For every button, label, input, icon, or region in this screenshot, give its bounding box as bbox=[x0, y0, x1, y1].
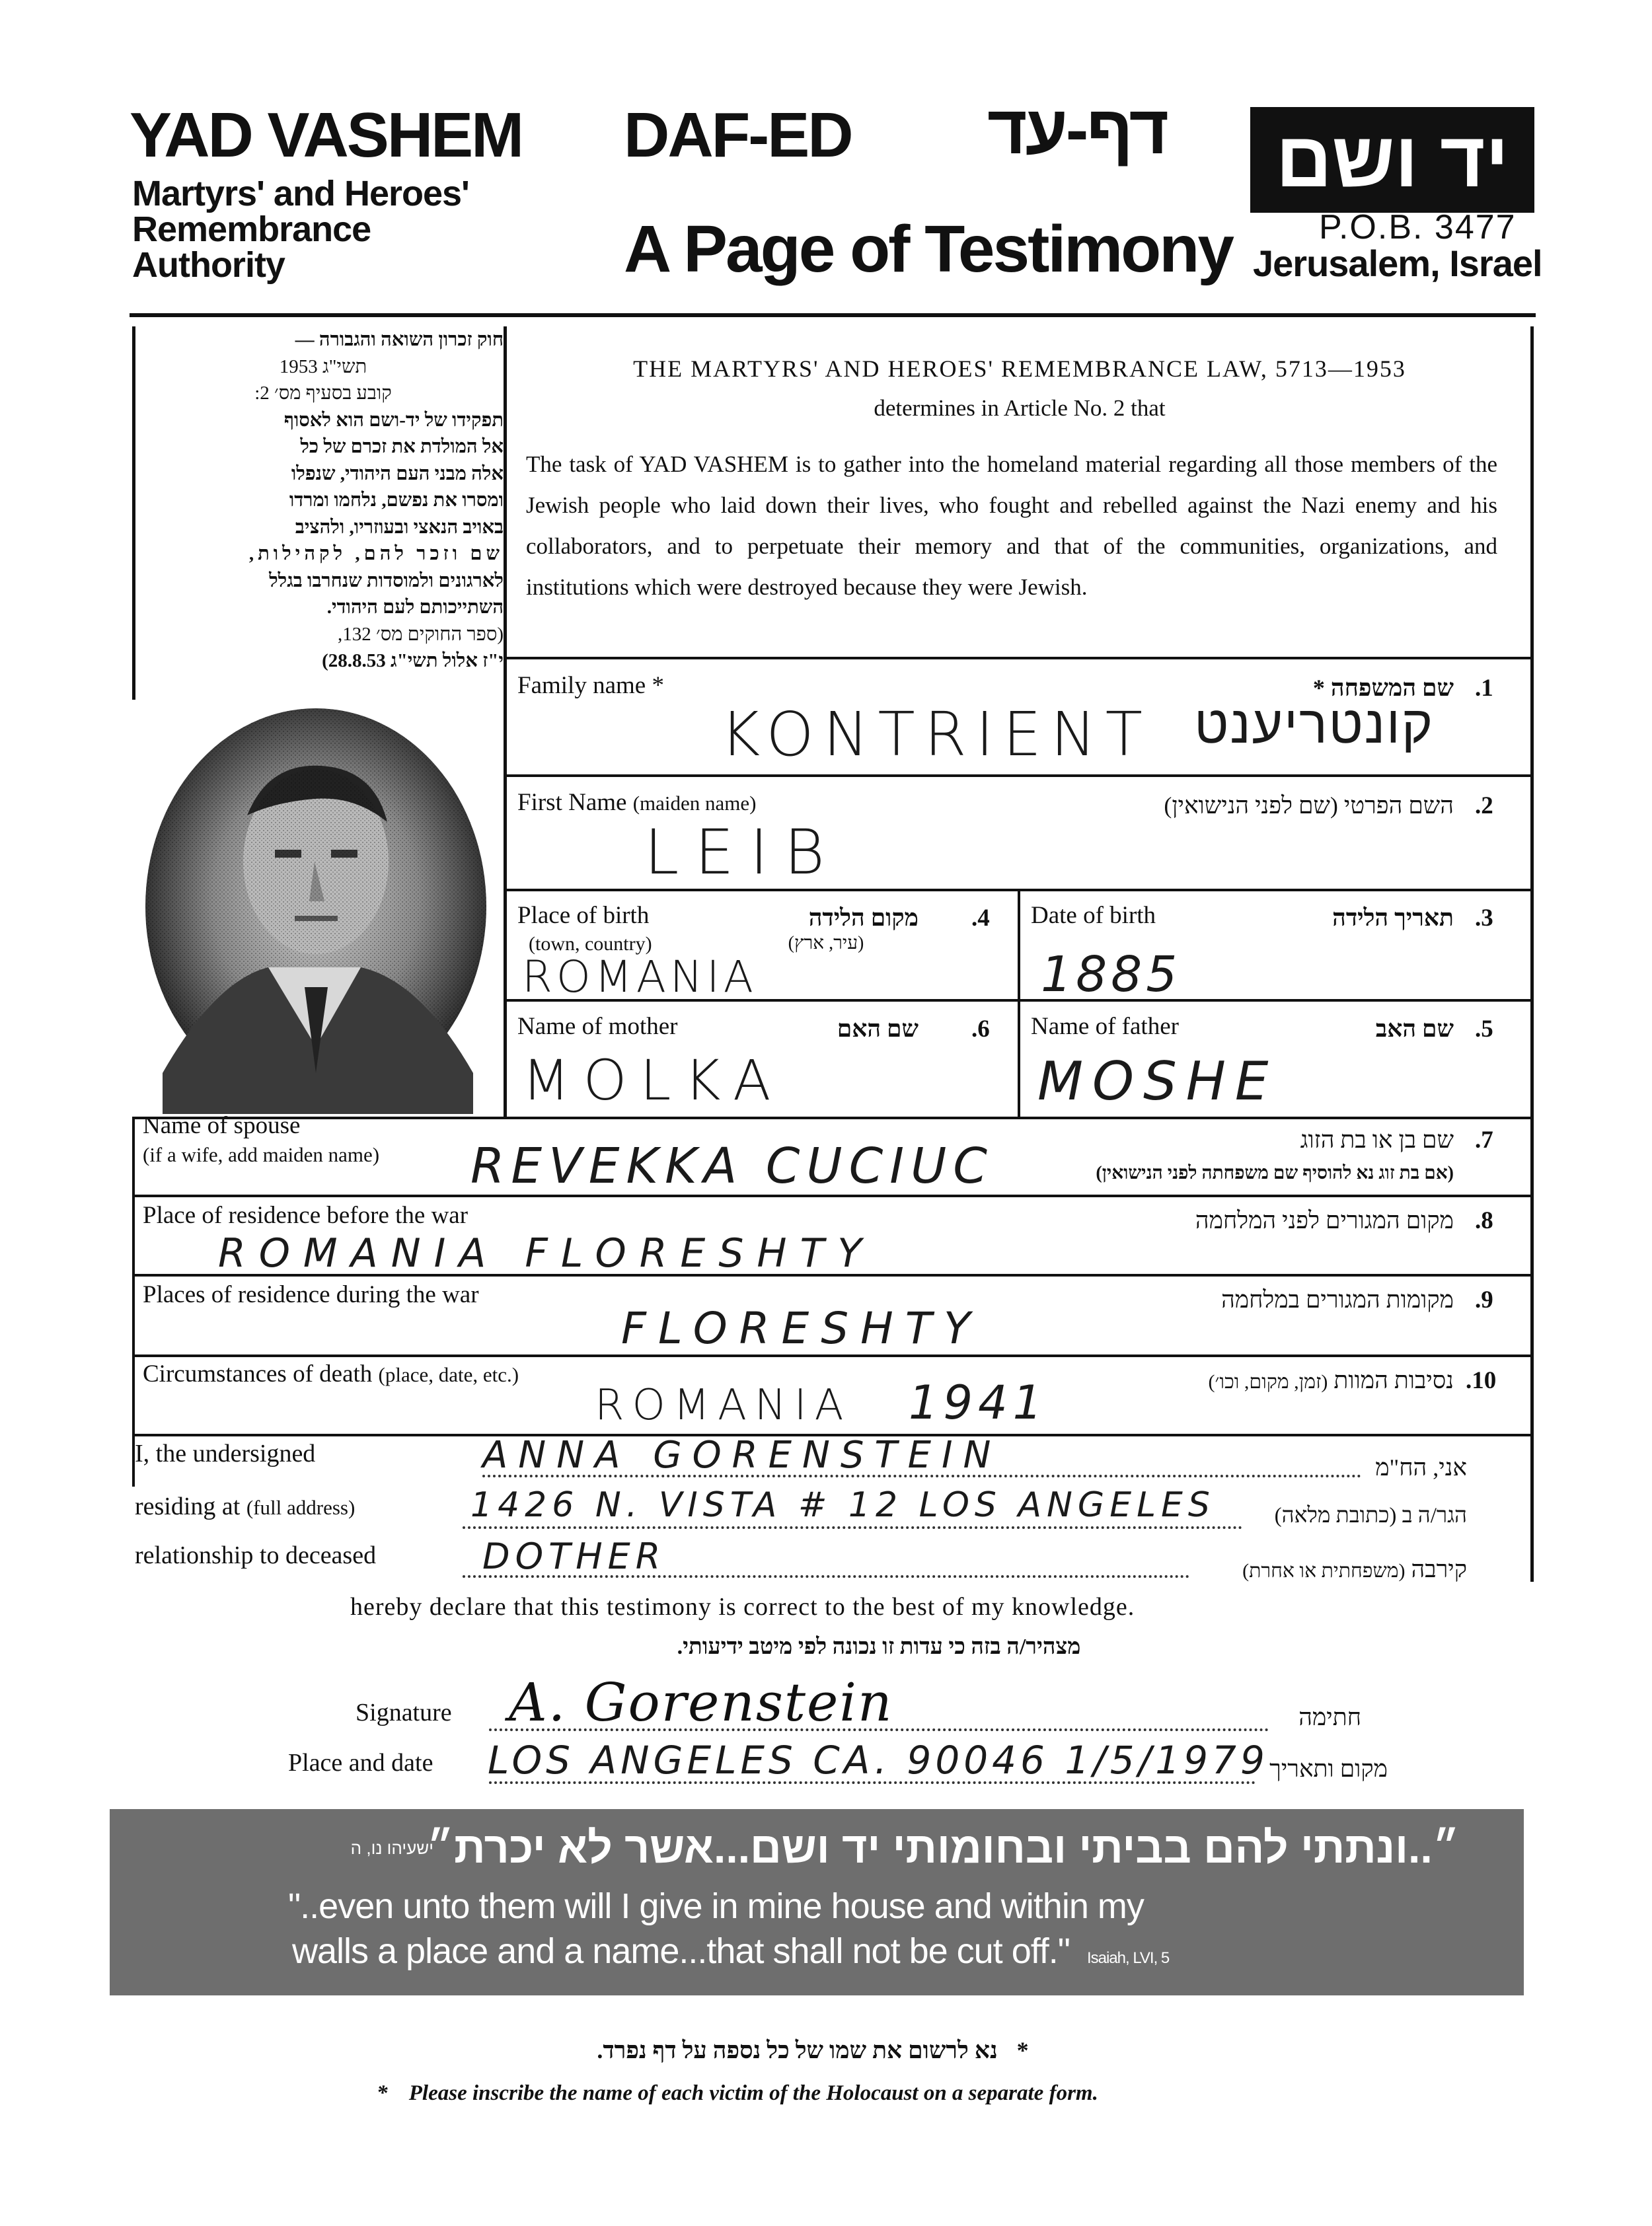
row-rule-5 bbox=[132, 1117, 1533, 1119]
spouse-hebrew-sub: (אם בת זוג נא להוסיף שם משפחתה לפני הנישואין) bbox=[1096, 1163, 1454, 1183]
relationship-label: relationship to deceased bbox=[135, 1541, 377, 1569]
footer-hebrew: נא לרשום את שמו של כל נספה על דף נפרד. bbox=[597, 2037, 998, 2063]
daf-ed-hebrew: דף-עד bbox=[987, 92, 1168, 168]
family-name-hebrew-label: שם המשפחה * bbox=[1312, 675, 1454, 701]
death-label-text: Circumstances of death bbox=[143, 1360, 373, 1388]
hebrew-law-line: שם וזכר להם, לקהילות, bbox=[248, 543, 504, 564]
death-place-value[interactable]: ROMANIA bbox=[595, 1381, 852, 1430]
place-of-birth-hebrew-sub: (עיר, ארץ) bbox=[788, 933, 864, 953]
law-box-left bbox=[504, 326, 507, 1117]
address-label-sub: (full address) bbox=[246, 1496, 356, 1519]
date-of-birth-label: Date of birth bbox=[1031, 902, 1156, 929]
relationship-hebrew-text: קירבה bbox=[1411, 1556, 1467, 1582]
signature-value[interactable]: A. Gorenstein bbox=[509, 1672, 893, 1733]
law-title: THE MARTYRS' AND HEROES' REMEMBRANCE LAW, 5713—1953 bbox=[633, 355, 1406, 382]
residence-during-value[interactable]: FLORESHTY bbox=[621, 1303, 983, 1354]
daf-ed-title: DAF-ED bbox=[624, 100, 852, 170]
footer-hebrew-row bbox=[515, 2036, 1110, 2064]
col-divider bbox=[1018, 889, 1020, 1117]
address-value[interactable]: 1426 N. VISTA # 12 LOS ANGELES bbox=[470, 1485, 1215, 1525]
place-of-birth-label: Place of birth bbox=[517, 902, 650, 929]
banner-hebrew-ref: ישעיהו נו, ה bbox=[350, 1838, 433, 1858]
date-of-birth-hebrew-label: תאריך הלידה bbox=[1332, 905, 1454, 931]
undersigned-label: I, the undersigned bbox=[135, 1440, 316, 1467]
footer-english-row bbox=[377, 2081, 1098, 2106]
residence-before-number: .8 bbox=[1475, 1207, 1493, 1234]
relationship-hebrew bbox=[1189, 1555, 1467, 1583]
address-line bbox=[463, 1526, 1242, 1529]
page-title: A Page of Testimony bbox=[624, 212, 1232, 286]
spouse-value[interactable]: REVEKKA CUCIUC bbox=[470, 1138, 994, 1195]
law-box-left-border bbox=[132, 326, 135, 700]
row-rule-2 bbox=[504, 774, 1533, 777]
victim-photo bbox=[136, 703, 498, 1114]
footer-star: * bbox=[1016, 2037, 1029, 2063]
father-value[interactable]: MOSHE bbox=[1037, 1051, 1278, 1112]
death-label bbox=[143, 1360, 519, 1388]
footer-star: * bbox=[377, 2081, 388, 2105]
isaiah-banner bbox=[110, 1809, 1524, 1995]
first-name-value[interactable]: LEIB bbox=[644, 817, 841, 889]
residence-before-hebrew-label: מקום המגורים לפני המלחמה bbox=[1195, 1207, 1454, 1234]
footer-english: Please inscribe the name of each victim of the Holocaust on a separate form. bbox=[408, 2081, 1098, 2105]
family-name-value[interactable]: KONTRIENT bbox=[720, 699, 1152, 770]
relationship-hebrew-sub: (משפחתית או אחרת) bbox=[1242, 1560, 1406, 1582]
mother-hebrew-label: שם האם bbox=[837, 1016, 919, 1042]
authority-line-1: Martyrs' and Heroes' bbox=[132, 174, 469, 213]
hebrew-law-line: י"ז אלול תשי"ג 28.8.53) bbox=[322, 650, 504, 671]
residence-during-number: .9 bbox=[1475, 1286, 1493, 1314]
mother-number: .6 bbox=[971, 1016, 990, 1043]
banner-ref: Isaiah, LVI, 5 bbox=[1086, 1949, 1170, 1967]
address-label-text: residing at bbox=[135, 1493, 241, 1520]
death-hebrew-sub: (זמן, מקום, וכו׳) bbox=[1208, 1371, 1328, 1393]
mother-label: Name of mother bbox=[517, 1013, 678, 1040]
banner-english-line-2 bbox=[292, 1931, 1169, 1972]
hebrew-law-line: השתייכותם לעם היהודי. bbox=[326, 597, 504, 618]
death-label-sub: (place, date, etc.) bbox=[378, 1363, 519, 1386]
spouse-number: .7 bbox=[1475, 1127, 1493, 1154]
signature-hebrew: חתימה bbox=[1298, 1704, 1361, 1730]
first-name-number: .2 bbox=[1475, 792, 1493, 819]
death-hebrew-text: נסיבות המוות bbox=[1333, 1367, 1454, 1393]
spouse-label: Name of spouse bbox=[143, 1112, 301, 1139]
declaration-text: hereby declare that this testimony is correct to the best of my knowledge. bbox=[350, 1593, 1135, 1621]
law-body: The task of YAD VASHEM is to gather into the homeland material regarding all those members of the Jewish people who laid down their lives, who fought and rebelled against the Nazi enemy and his collaborators, and to perpetuate their memory and that of the communities, organizations, and institutions which were destroyed because they were Jewish. bbox=[526, 451, 1497, 600]
banner-english-line-1: "..even unto them will I give in mine house and within my bbox=[288, 1886, 1144, 1926]
hebrew-law-line: תפקידו של יד-ושם הוא לאסוף bbox=[283, 409, 504, 431]
logo-hebrew-text: יד ושם bbox=[1275, 116, 1509, 204]
father-number: .5 bbox=[1475, 1016, 1493, 1043]
family-name-label: Family name * bbox=[517, 672, 664, 699]
yad-vashem-logo bbox=[1250, 107, 1534, 213]
undersigned-hebrew: אני, הח"מ bbox=[1375, 1454, 1467, 1481]
hebrew-law-line: חוק זכרון השואה והגבורה — bbox=[295, 329, 504, 350]
first-name-label-text: First Name bbox=[517, 789, 627, 816]
row-rule-8 bbox=[132, 1354, 1533, 1357]
undersigned-value[interactable]: ANNA GORENSTEIN bbox=[482, 1434, 1002, 1477]
hebrew-law-line: לארגונים ולמוסדות שנחרבו בגלל bbox=[269, 570, 504, 591]
authority-line-2: Remembrance bbox=[132, 209, 371, 249]
spouse-hebrew-label: שם בן או בת הזוג bbox=[1300, 1127, 1454, 1153]
signature-label: Signature bbox=[356, 1699, 452, 1726]
first-name-label-sub: (maiden name) bbox=[632, 792, 757, 815]
city: Jerusalem, Israel bbox=[1253, 242, 1542, 284]
relationship-value[interactable]: DOTHER bbox=[482, 1536, 666, 1577]
row-rule-6 bbox=[132, 1195, 1533, 1197]
family-name-hebrew-value[interactable]: קונטריענט bbox=[1194, 694, 1434, 755]
place-date-value[interactable]: LOS ANGELES CA. 90046 1/5/1979 bbox=[488, 1738, 1269, 1783]
lower-left-border bbox=[132, 1117, 135, 1487]
form-right-border bbox=[1530, 326, 1534, 1582]
pob: P.O.B. 3477 bbox=[1319, 208, 1517, 246]
hebrew-law-line: (ספר החוקים מס׳ 132, bbox=[338, 623, 504, 645]
address-hebrew: הגר/ה ב (כתובת מלאה) bbox=[1274, 1504, 1467, 1528]
declaration-hebrew: מצהיר/ה בזה כי עדות זו נכונה לפי מיטב ידיעותי. bbox=[677, 1635, 1081, 1659]
date-of-birth-value[interactable]: 1885 bbox=[1041, 946, 1182, 1003]
death-number: .10 bbox=[1466, 1367, 1497, 1394]
father-hebrew-label: שם האב bbox=[1375, 1016, 1454, 1042]
hebrew-law-text bbox=[143, 326, 504, 675]
family-name-number: .1 bbox=[1475, 675, 1493, 702]
authority-line-3: Authority bbox=[132, 245, 285, 285]
spouse-sub: (if a wife, add maiden name) bbox=[143, 1143, 380, 1166]
banner-english-line-2-text: walls a place and a name...that shall not be cut off." bbox=[292, 1931, 1070, 1971]
banner-hebrew-quote: ״..ונתתי להם בביתי ובחומותי יד ושם...אשר לא יכרת״ bbox=[427, 1823, 1460, 1872]
hebrew-law-line: קובע בסעיף מס׳ 2: bbox=[254, 383, 392, 404]
residence-before-value[interactable]: ROMANIA FLORESHTY bbox=[218, 1230, 875, 1277]
death-year-value[interactable]: 1941 bbox=[909, 1376, 1048, 1430]
place-date-hebrew: מקום ותאריך bbox=[1269, 1756, 1388, 1782]
residence-during-hebrew-label: מקומות המגורים במלחמה bbox=[1221, 1286, 1454, 1313]
residence-during-label: Places of residence during the war bbox=[143, 1281, 479, 1308]
place-of-birth-number: .4 bbox=[971, 905, 990, 932]
portrait-image bbox=[136, 703, 498, 1114]
hebrew-law-line: ומסרו את נפשם, נלחמו ומרדו bbox=[289, 490, 504, 511]
first-name-label bbox=[517, 788, 756, 817]
place-of-birth-value[interactable]: ROMANIA bbox=[522, 951, 757, 1002]
place-of-birth-hebrew-label: מקום הלידה bbox=[808, 905, 919, 931]
law-subtitle: determines in Article No. 2 that bbox=[874, 395, 1166, 421]
father-label: Name of father bbox=[1031, 1013, 1179, 1040]
hebrew-law-line: אלה מבני העם היהודי, שנפלו bbox=[291, 463, 504, 484]
death-hebrew-label bbox=[1070, 1366, 1454, 1394]
header-rule bbox=[130, 313, 1536, 317]
residence-before-label: Place of residence before the war bbox=[143, 1202, 469, 1229]
hebrew-law-line: אל המולדת את זכרם של כל bbox=[300, 436, 504, 457]
hebrew-law-line: תשי"ג 1953 bbox=[279, 355, 367, 377]
first-name-hebrew-label: השם הפרטי (שם לפני הנישואין) bbox=[1164, 792, 1454, 819]
mother-value[interactable]: MOLKA bbox=[522, 1048, 784, 1113]
place-date-label: Place and date bbox=[288, 1749, 433, 1777]
date-of-birth-number: .3 bbox=[1475, 905, 1493, 932]
place-of-birth-sub: (town, country) bbox=[529, 933, 652, 955]
address-label bbox=[135, 1492, 355, 1521]
row-rule-1 bbox=[504, 657, 1533, 659]
org-name: YAD VASHEM bbox=[130, 100, 523, 170]
hebrew-law-line: באויב הנאצי ובעוזריו, ולהציב bbox=[295, 516, 504, 538]
